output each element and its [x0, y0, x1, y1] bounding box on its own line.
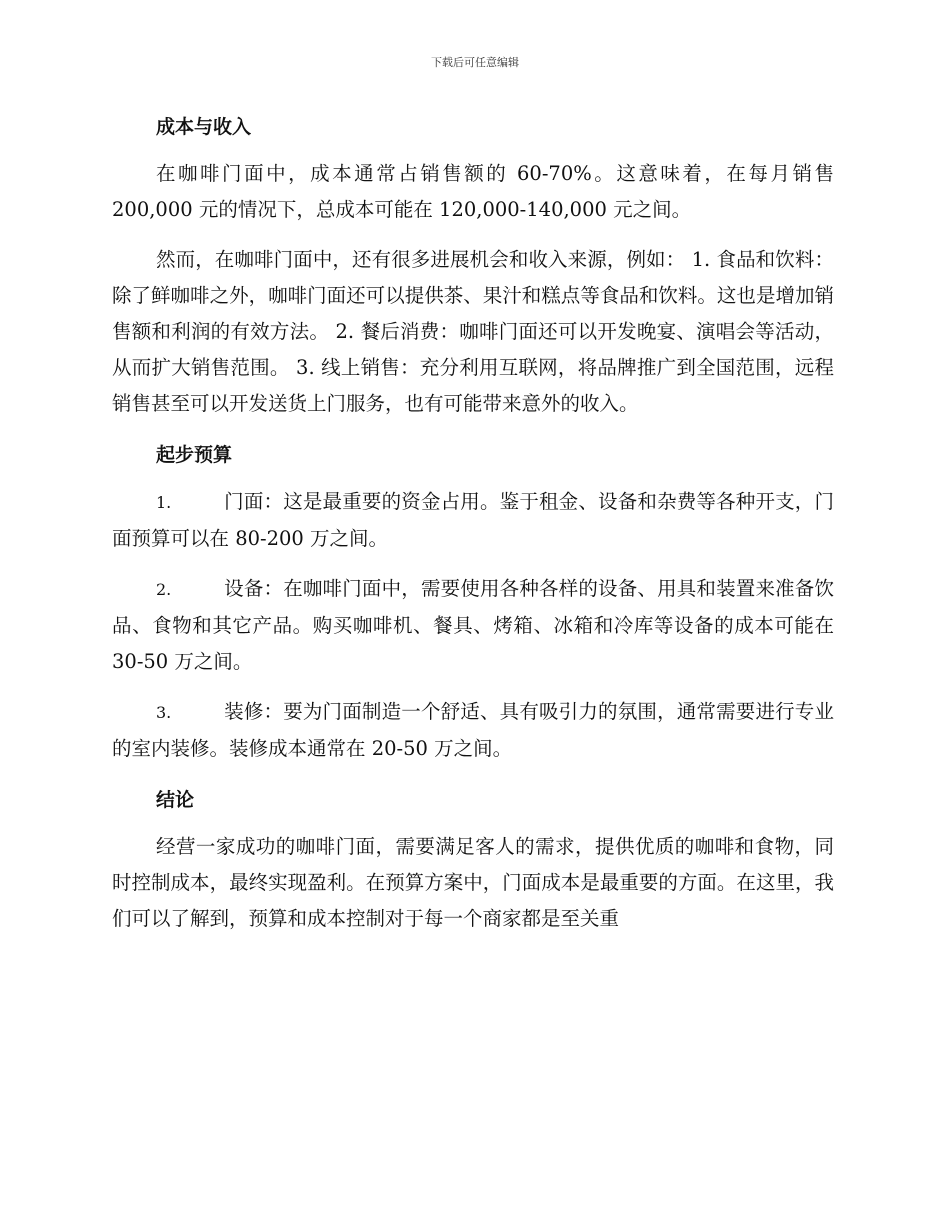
section-startup-budget	[112, 436, 834, 767]
paragraph: 在咖啡门面中，成本通常占销售额的 60-70%。这意味着，在每月销售 200,000 元的情况下，总成本可能在 120,000-140,000 元之间。	[112, 162, 834, 221]
list-item	[112, 571, 834, 680]
section-heading: 结论	[156, 789, 195, 811]
section-heading: 成本与收入	[156, 116, 252, 138]
list-item	[112, 484, 834, 557]
section-conclusion	[112, 781, 834, 937]
list-number: 2.	[156, 580, 172, 599]
paragraph: 然而，在咖啡门面中，还有很多进展机会和收入来源，例如： 1. 食品和饮料：除了鲜咖啡之外，咖啡门面还可以提供茶、果汁和糕点等食品和饮料。这也是增加销售额和利润的有效方法。 2. 餐后消费：咖啡门面还可以开发晚宴、演唱会等活动，从而扩大销售范围。 3. 线上销售：充分利用互联网，将品牌推广到全国范围，远程销售甚至可以开发送货上门服务，也有可能带来意外的收入。	[112, 248, 834, 415]
list-item	[112, 694, 834, 767]
paragraph: 经营一家成功的咖啡门面，需要满足客人的需求，提供优质的咖啡和食物，同时控制成本，最终实现盈利。在预算方案中，门面成本是最重要的方面。在这里，我们可以了解到，预算和成本控制对于每一个商家都是至关重	[112, 835, 834, 930]
header-note: 下载后可任意编辑	[431, 56, 519, 69]
list-number: 1.	[156, 493, 172, 512]
list-text: 设备：在咖啡门面中，需要使用各种各样的设备、用具和装置来准备饮品、食物和其它产品。购买咖啡机、餐具、烤箱、冰箱和冷库等设备的成本可能在 30-50 万之间。	[112, 577, 834, 673]
list-number: 3.	[156, 703, 172, 722]
section-heading: 起步预算	[156, 444, 233, 466]
list-text: 装修：要为门面制造一个舒适、具有吸引力的氛围，通常需要进行专业的室内装修。装修成本通常在 20-50 万之间。	[112, 700, 834, 760]
document-body	[112, 108, 834, 951]
section-cost-income	[112, 108, 834, 422]
list-text: 门面：这是最重要的资金占用。鉴于租金、设备和杂费等各种开支，门面预算可以在 80-200 万之间。	[112, 490, 834, 550]
